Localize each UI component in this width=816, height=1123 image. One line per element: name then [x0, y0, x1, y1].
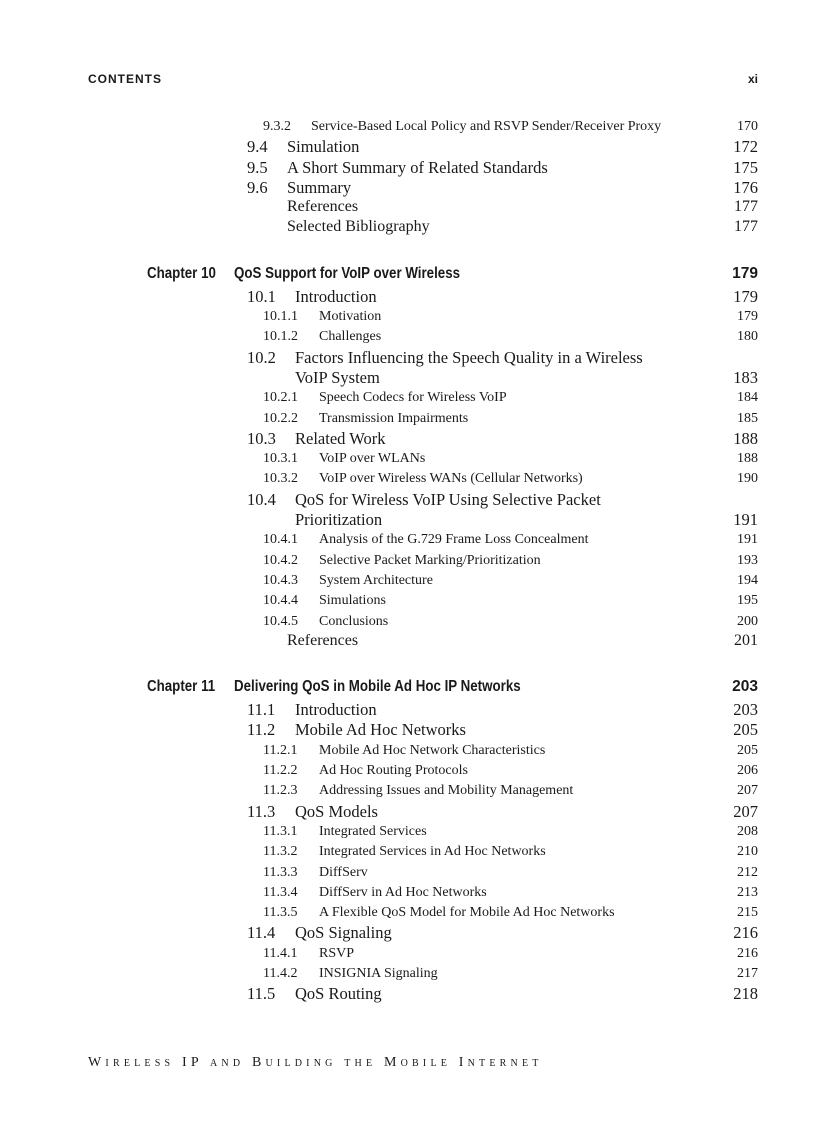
- entry-page-number: 207: [737, 783, 758, 799]
- entry-page-number: 172: [733, 137, 758, 157]
- entry-title: Conclusions: [319, 613, 389, 629]
- entry-page-number: 218: [733, 984, 758, 1004]
- entry-number: 11.4.2: [263, 965, 298, 981]
- entry-number: 9.3.2: [263, 119, 291, 134]
- entry-number: 9.4: [247, 137, 268, 157]
- entry-title: Prioritization: [295, 510, 383, 530]
- entry-title: Service-Based Local Policy and RSVP Sender/Receiver Proxy: [311, 119, 662, 134]
- entry-number: 10.4.4: [263, 593, 298, 609]
- entry-page-number: 180: [737, 329, 758, 345]
- entry-title: Factors Influencing the Speech Quality in a Wireless: [295, 347, 643, 367]
- entry-number: 9.5: [247, 157, 268, 177]
- toc-entry: [0, 198, 816, 218]
- subsection-entry: [0, 863, 816, 883]
- section-entry: [0, 429, 816, 449]
- section-entry: [0, 923, 816, 943]
- entry-page-number: 206: [737, 763, 758, 779]
- entry-title: Integrated Services: [319, 823, 427, 839]
- entry-page-number: 216: [733, 923, 758, 943]
- entry-number: 10.4.5: [263, 613, 298, 629]
- entry-number: 10.4.1: [263, 532, 298, 548]
- section-entry: [0, 158, 816, 178]
- subsection-entry: [0, 842, 816, 862]
- entry-page-number: 183: [733, 367, 758, 387]
- entry-title: Challenges: [319, 329, 382, 345]
- book-title-footer: Wireless IP and Building the Mobile Internet: [88, 1055, 543, 1070]
- subsection-entry: [0, 964, 816, 984]
- subsection-entry: [0, 530, 816, 550]
- subsection-entry: [0, 822, 816, 842]
- entry-number: 10.2.1: [263, 390, 298, 406]
- entry-page-number: 185: [737, 410, 758, 426]
- subsection-entry: [0, 944, 816, 964]
- entry-title: Selective Packet Marking/Prioritization: [319, 552, 541, 568]
- subsection-entry: [0, 551, 816, 571]
- section-entry: [0, 178, 816, 198]
- subsection-entry: [0, 612, 816, 632]
- subsection-entry: [0, 741, 816, 761]
- section-entry: [0, 287, 816, 307]
- entry-title: Summary: [287, 177, 352, 197]
- table-of-contents: [0, 117, 816, 1005]
- entry-page-number: 201: [734, 631, 758, 649]
- entry-title: QoS for Wireless VoIP Using Selective Packet: [295, 489, 601, 509]
- section-entry: [0, 510, 816, 530]
- chapter-entry: [0, 261, 816, 287]
- entry-page-number: 195: [737, 593, 758, 609]
- entry-title: VoIP over Wireless WANs (Cellular Networks): [319, 471, 583, 487]
- entry-page-number: 215: [737, 905, 758, 921]
- entry-title: Selected Bibliography: [287, 218, 430, 236]
- section-entry: [0, 802, 816, 822]
- entry-number: 11.3.1: [263, 823, 298, 839]
- entry-page-number: 177: [734, 198, 758, 216]
- entry-title: Integrated Services in Ad Hoc Networks: [319, 844, 546, 860]
- entry-page-number: 176: [733, 177, 758, 197]
- entry-page-number: 205: [737, 742, 758, 758]
- section-entry: [0, 720, 816, 740]
- entry-page-number: 193: [737, 552, 758, 568]
- entry-number: 11.2.3: [263, 783, 298, 799]
- subsection-entry: [0, 903, 816, 923]
- entry-number: 11.4: [247, 923, 276, 943]
- entry-number: 10.4: [247, 489, 276, 509]
- entry-page-number: 216: [737, 945, 758, 961]
- running-head-title: CONTENTS: [88, 72, 162, 86]
- entry-number: Chapter 11: [147, 678, 216, 696]
- entry-title: References: [287, 198, 359, 216]
- entry-number: 11.1: [247, 700, 276, 720]
- entry-number: 10.2: [247, 347, 276, 367]
- entry-title: DiffServ: [319, 864, 368, 880]
- entry-number: 9.6: [247, 177, 268, 197]
- entry-page-number: 210: [737, 844, 758, 860]
- section-entry: [0, 137, 816, 157]
- entry-title: INSIGNIA Signaling: [319, 965, 438, 981]
- subsection-entry: [0, 571, 816, 591]
- entry-page-number: 179: [733, 286, 758, 306]
- subsection-entry: [0, 591, 816, 611]
- running-head: [88, 72, 758, 88]
- entry-title: Analysis of the G.729 Frame Loss Concealment: [319, 532, 589, 548]
- entry-page-number: 217: [737, 965, 758, 981]
- entry-number: 11.3.2: [263, 844, 298, 860]
- entry-page-number: 194: [737, 572, 758, 588]
- subsection-entry: [0, 781, 816, 801]
- entry-number: 10.4.3: [263, 572, 298, 588]
- entry-number: 11.2.2: [263, 763, 298, 779]
- entry-number: 11.3.5: [263, 905, 298, 921]
- entry-page-number: 200: [737, 613, 758, 629]
- entry-number: 11.3.4: [263, 884, 298, 900]
- entry-number: 11.3.3: [263, 864, 298, 880]
- entry-title: RSVP: [319, 945, 355, 961]
- entry-number: 11.2.1: [263, 742, 298, 758]
- entry-number: 10.1: [247, 286, 276, 306]
- entry-page-number: 213: [737, 884, 758, 900]
- entry-title: A Flexible QoS Model for Mobile Ad Hoc Networks: [319, 905, 615, 921]
- toc-entry: [0, 218, 816, 238]
- entry-number: 11.4.1: [263, 945, 298, 961]
- entry-title: QoS Models: [295, 801, 378, 821]
- entry-title: QoS Routing: [295, 984, 382, 1004]
- subsection-entry: [0, 761, 816, 781]
- entry-page-number: 191: [733, 510, 758, 530]
- entry-title: References: [287, 631, 359, 649]
- entry-page-number: 179: [737, 309, 758, 325]
- entry-title: Mobile Ad Hoc Network Characteristics: [319, 742, 546, 758]
- entry-page-number: 205: [733, 720, 758, 740]
- entry-title: Simulations: [319, 593, 386, 609]
- toc-entry: [0, 632, 816, 652]
- subsection-entry: [0, 388, 816, 408]
- entry-page-number: 179: [732, 264, 758, 282]
- entry-title: DiffServ in Ad Hoc Networks: [319, 884, 487, 900]
- entry-page-number: 208: [737, 823, 758, 839]
- entry-title: Delivering QoS in Mobile Ad Hoc IP Networks: [234, 678, 521, 696]
- chapter-entry: [0, 674, 816, 700]
- entry-number: 10.3: [247, 428, 276, 448]
- entry-page-number: 203: [732, 678, 758, 696]
- entry-number: 10.2.2: [263, 410, 298, 426]
- entry-page-number: 203: [733, 700, 758, 720]
- section-entry: [0, 984, 816, 1004]
- entry-page-number: 191: [737, 532, 758, 548]
- entry-title: Motivation: [319, 309, 382, 325]
- entry-title: VoIP over WLANs: [319, 451, 426, 467]
- entry-title: Introduction: [295, 700, 377, 720]
- entry-page-number: 212: [737, 864, 758, 880]
- entry-title: System Architecture: [319, 572, 433, 588]
- entry-page-number: 207: [733, 801, 758, 821]
- entry-page-number: 175: [733, 157, 758, 177]
- entry-number: 11.2: [247, 720, 276, 740]
- entry-number: Chapter 10: [147, 264, 216, 282]
- entry-title: QoS Support for VoIP over Wireless: [234, 264, 461, 282]
- entry-title: VoIP System: [295, 367, 380, 387]
- entry-number: 10.4.2: [263, 552, 298, 568]
- section-entry: [0, 368, 816, 388]
- entry-number: 10.1.2: [263, 329, 298, 345]
- subsection-entry: [0, 883, 816, 903]
- section-entry: [0, 490, 816, 510]
- entry-page-number: 170: [737, 119, 758, 134]
- entry-title: A Short Summary of Related Standards: [287, 157, 548, 177]
- entry-page-number: 188: [733, 428, 758, 448]
- entry-page-number: 190: [737, 471, 758, 487]
- entry-number: 10.3.2: [263, 471, 298, 487]
- section-entry: [0, 348, 816, 368]
- entry-title: Related Work: [295, 428, 386, 448]
- entry-number: 11.5: [247, 984, 276, 1004]
- running-head-page-number: xi: [747, 72, 758, 86]
- entry-page-number: 184: [737, 390, 758, 406]
- entry-title: Speech Codecs for Wireless VoIP: [319, 390, 507, 406]
- entry-title: Transmission Impairments: [319, 410, 469, 426]
- entry-title: QoS Signaling: [295, 923, 392, 943]
- entry-title: Simulation: [287, 137, 360, 157]
- entry-number: 11.3: [247, 801, 276, 821]
- subsection-entry: [0, 449, 816, 469]
- entry-number: 10.3.1: [263, 451, 298, 467]
- entry-title: Mobile Ad Hoc Networks: [295, 720, 466, 740]
- subsection-entry: [0, 117, 816, 137]
- subsection-entry: [0, 307, 816, 327]
- entry-title: Addressing Issues and Mobility Management: [319, 783, 574, 799]
- section-entry: [0, 700, 816, 720]
- subsection-entry: [0, 409, 816, 429]
- entry-page-number: 188: [737, 451, 758, 467]
- subsection-entry: [0, 327, 816, 347]
- subsection-entry: [0, 469, 816, 489]
- entry-number: 10.1.1: [263, 309, 298, 325]
- entry-page-number: 177: [734, 218, 758, 236]
- entry-title: Ad Hoc Routing Protocols: [319, 763, 468, 779]
- entry-title: Introduction: [295, 286, 377, 306]
